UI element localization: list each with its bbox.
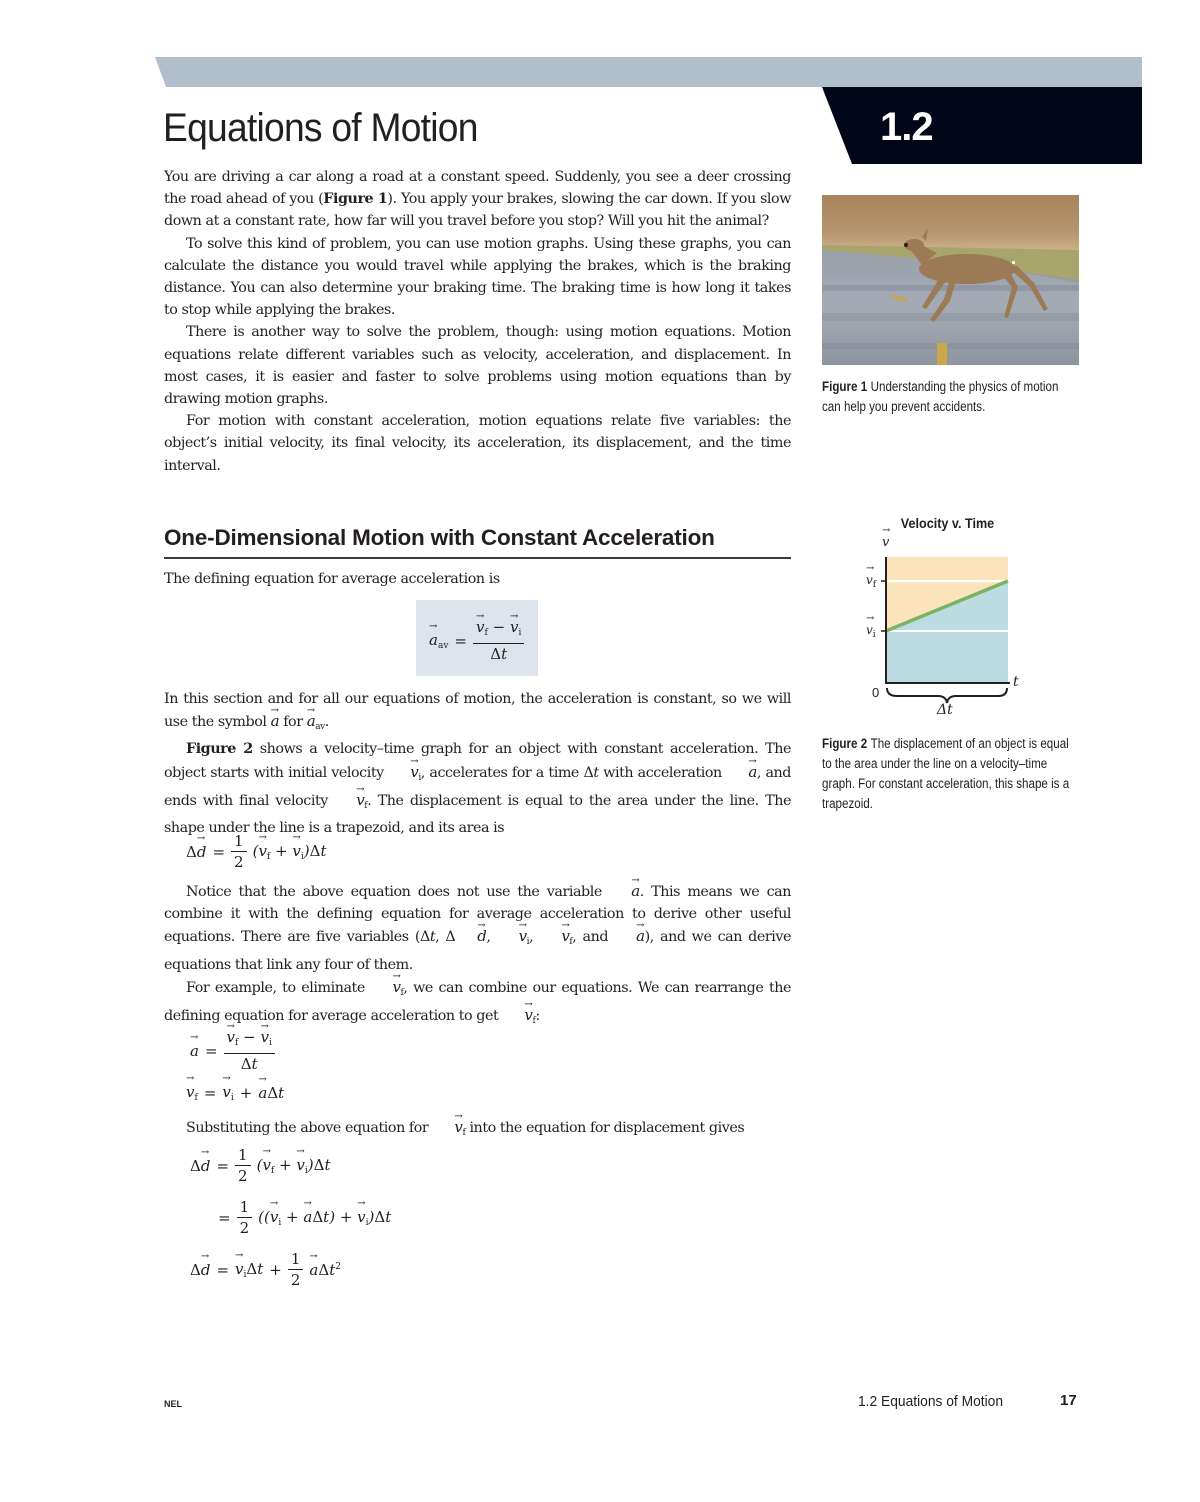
interval-label: Δt (937, 702, 953, 718)
publisher-mark: NEL (164, 1399, 182, 1409)
deer-icon (822, 195, 1079, 365)
figure-2-paragraph: Figure 2 shows a velocity–time graph for an object with constant acceleration. The object starts with initial velocity → $v_i$, accelerates for a time Δt with acceleration → a, and ends with final velocity → $v_f$. The displacement is equal to the area under the line. The shape under the line is a trapezoid, and its area is (164, 738, 791, 839)
intro-paragraph-1: You are driving a car along a road at a constant speed. Suddenly, you see a deer crossing the road ahead of you (Figure 1). You apply your brakes, slowing the car down. If you slow down at a constant rate, how far will you travel before you stop? Will you hit the animal? (164, 169, 791, 230)
running-footer-title: 1.2 Equations of Motion (858, 1393, 1004, 1410)
constant-acceleration-paragraph: In this section and for all our equations of motion, the acceleration is constant, so we will use the symbol → a for → $a_{av}$. (164, 688, 791, 738)
heading-divider (164, 557, 791, 559)
intro-paragraph-3: There is another way to solve the problem, though: using motion equations. Motion equations relate different variables such as velocity, acceleration, and displacement. In most cases, it is easier and faster to solve problems using motion equations than by drawing motion graphs. (164, 324, 791, 408)
intro-paragraph-4: For motion with constant acceleration, motion equations relate five variables: the object’s initial velocity, its final velocity, its acceleration, its displacement, and the time interval. (164, 413, 791, 474)
defining-equation: → $a_{av}$ = → $\frac{v_f - \to v_i}{\Delta t}$ (429, 618, 524, 663)
y-tick-vf: → $v_f$ (866, 573, 876, 590)
final-velocity-equation: → $v_f$ = → $v_i$ + → aΔt (186, 1083, 284, 1103)
graph-title: Velocity v. Time (900, 515, 995, 531)
figure-2-reference: Figure 2 (186, 741, 253, 758)
x-axis-label: t (1013, 674, 1019, 690)
header-band (155, 57, 1142, 87)
y-axis-label: → v (882, 535, 889, 550)
y-tick-vi: → $v_i$ (866, 623, 876, 640)
derivation-line-1: Δ→ d = $\frac{1}{2}$ (→ $v_f$ + → $v_i)\Delta t$ (190, 1146, 331, 1185)
section-text-1 (164, 688, 791, 839)
intro-text (164, 166, 791, 477)
section-heading: One-Dimensional Motion with Constant Acceleration (164, 525, 715, 550)
page-number: 17 (1060, 1392, 1077, 1409)
displacement-equation-1: Δ→ d = $\frac{1}{2}$ (→ $v_f$ + → $v_i)\Delta t$ (186, 832, 327, 871)
example-paragraph: For example, to eliminate → $v_f$, we can combine our equations. We can rearrange the defining equation for average acceleration to get → $v_f$: (164, 976, 791, 1032)
page-title: Equations of Motion (163, 106, 478, 150)
acceleration-equation: → a = → $\frac{v_f - \to v_i}{\Delta t}$ (190, 1028, 275, 1073)
section-number: 1.2 (880, 105, 933, 149)
defining-intro: The defining equation for average acceleration is (164, 571, 500, 587)
velocity-time-graph (850, 530, 1050, 725)
substitution-paragraph: Substituting the above equation for → $v_f$ into the equation for displacement gives (164, 1116, 791, 1144)
deer-crossing-photo (822, 195, 1079, 365)
section-text-2 (164, 880, 791, 1032)
defining-equation-box (416, 600, 538, 676)
figure-1-caption: Figure 1 Understanding the physics of motion can help you prevent accidents. (822, 379, 1059, 414)
origin-label: 0 (872, 685, 880, 700)
intro-paragraph-2: To solve this kind of problem, you can use motion graphs. Using these graphs, you can calculate the distance you would travel while applying the brakes, which is the braking distance. You can also determine your braking time. The braking time is how long it takes to stop while applying the brakes. (164, 235, 791, 319)
section-number-box (822, 87, 1142, 164)
figure-2-caption: Figure 2 The displacement of an object is equal to the area under the line on a velocity–time graph. For constant acceleration, this shape is a trapezoid. (822, 736, 1070, 811)
derivation-line-3: Δ→ d = → $v_i\Delta t$ + $\frac{1}{2}$ → aΔt$^2$ (190, 1250, 341, 1289)
notice-paragraph: Notice that the above equation does not use the variable → a. This means we can combine it with the defining equation for average acceleration to derive other useful equations. There are five variables (Δt, Δ → d, → $v_i$, → $v_f$, and → a), and we can derive equations that link any four of them. (164, 880, 791, 976)
figure-1-reference: Figure 1 (323, 191, 388, 208)
derivation-line-2: = $\frac{1}{2}$ ((→ $v_i$ + → aΔt) + → $v_i)\Delta t$ (218, 1198, 391, 1237)
